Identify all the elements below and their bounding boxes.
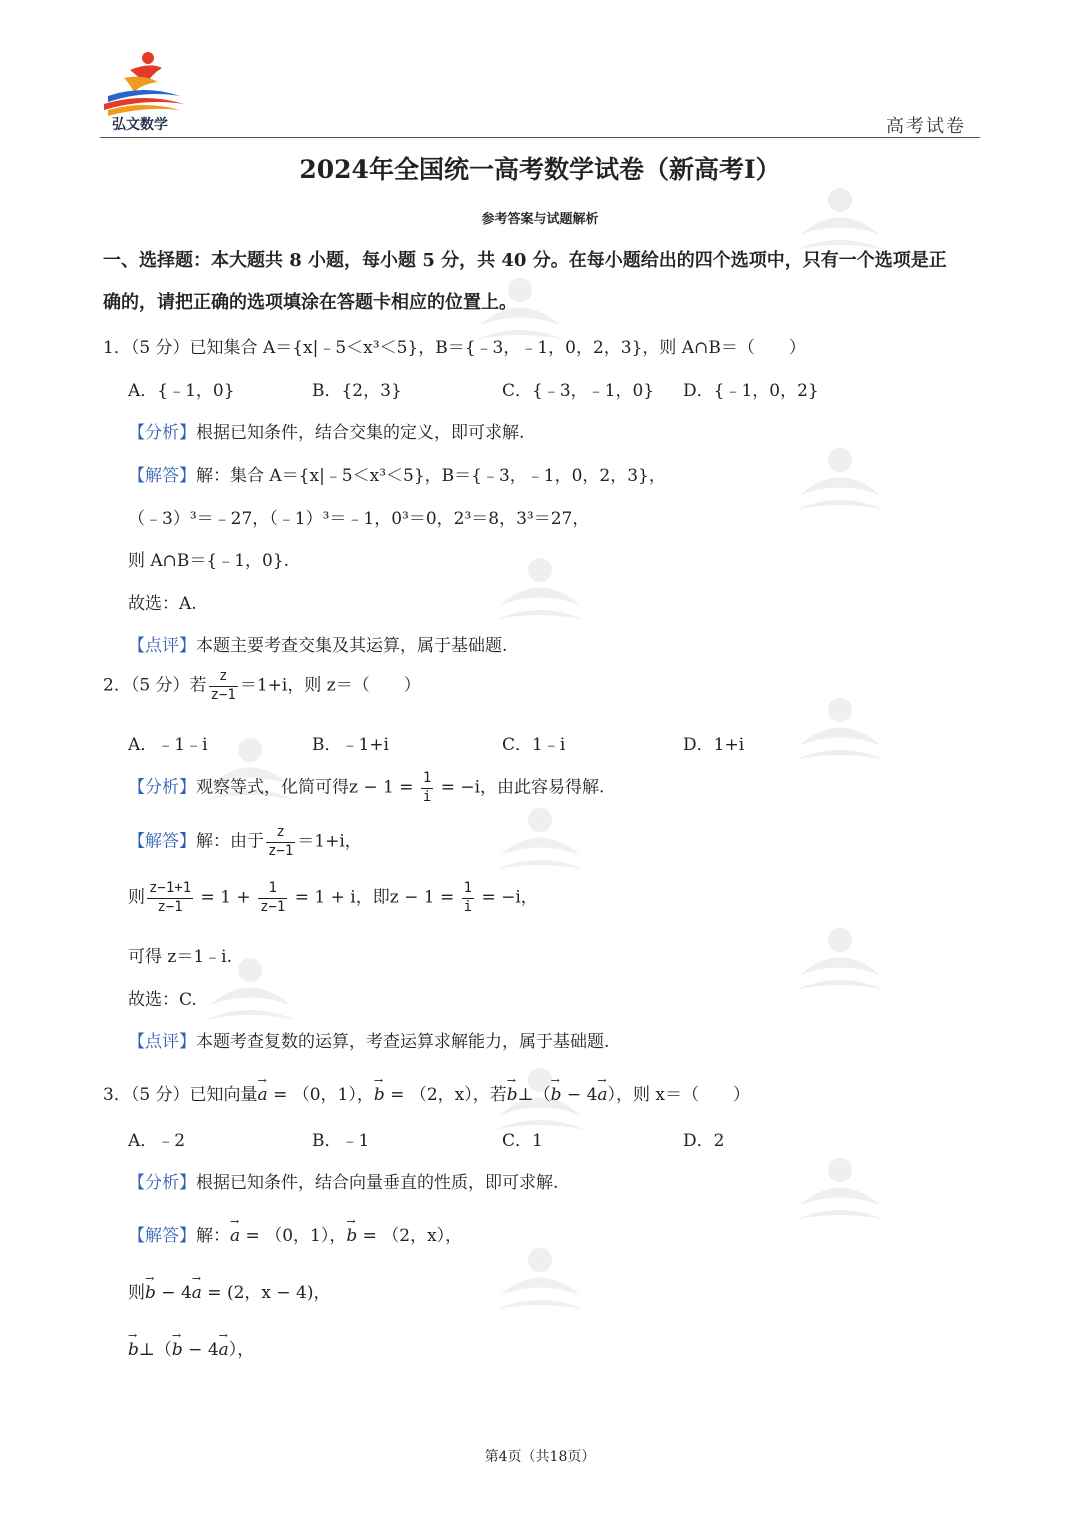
q3-solution bbox=[128, 1221, 462, 1246]
q2-solution-line2 bbox=[128, 880, 538, 916]
doc-type-label: 高考试卷 bbox=[886, 116, 966, 137]
q1-analysis-text: 根据已知条件，结合交集的定义，即可求解. bbox=[196, 423, 525, 443]
brand-logo-icon bbox=[100, 48, 190, 118]
q2-l2-f1-num: z−1+1 bbox=[149, 880, 192, 896]
q3-l3-mid2: − 4 bbox=[182, 1340, 219, 1360]
q2-analysis-tag: 【分析】 bbox=[128, 777, 196, 798]
page-footer: 第4页（共18页） bbox=[484, 1449, 596, 1465]
q3-solution-post: = （2，x）， bbox=[357, 1226, 463, 1246]
q2-l2-f1-den: z−1 bbox=[147, 898, 193, 917]
q2-l2-mid2: = 1 + i，即z − 1 = bbox=[289, 887, 460, 908]
section-heading-line1: 一、选择题：本大题共 8 小题，每小题 5 分，共 40 分。在每小题给出的四个选项中，只有一个选项是正 bbox=[103, 250, 947, 271]
section-heading-line2: 确的，请把正确的选项填涂在答题卡相应的位置上。 bbox=[103, 292, 517, 313]
q2-analysis-frac-den: i bbox=[422, 788, 432, 805]
q3-sol-vec-b: → b bbox=[346, 1226, 357, 1246]
q3-stem-mid1: = （0，1）， bbox=[267, 1085, 374, 1105]
q2-solution-frac-den: z−1 bbox=[268, 842, 294, 859]
q2-stem bbox=[103, 668, 421, 704]
q3-l2-vec-b: → b bbox=[145, 1283, 156, 1303]
q3-option-c: C．1 bbox=[502, 1131, 543, 1151]
q3-l2-post: = (2，x − 4)， bbox=[201, 1283, 331, 1303]
q3-option-d: D．2 bbox=[683, 1131, 725, 1151]
q2-option-d: D．1+i bbox=[683, 735, 745, 755]
q2-frac-num: z bbox=[218, 668, 228, 684]
q2-l2-fraction-1 bbox=[147, 880, 193, 916]
q2-stem-fraction bbox=[209, 668, 238, 704]
q2-analysis bbox=[128, 770, 604, 806]
brand-name: 弘文数学 bbox=[112, 117, 168, 133]
q3-l2-mid: − 4 bbox=[155, 1283, 192, 1303]
q2-option-b: B．﹣1+i bbox=[312, 735, 389, 755]
q3-analysis bbox=[128, 1168, 558, 1193]
q2-l2-f2-num: 1 bbox=[268, 880, 277, 896]
q2-comment bbox=[128, 1027, 609, 1052]
q1-option-d: D．{﹣1，0，2} bbox=[683, 381, 819, 401]
q2-analysis-post: = −i，由此容易得解. bbox=[435, 777, 605, 798]
q2-option-c: C．1﹣i bbox=[502, 735, 566, 755]
q2-l2-pre: 则 bbox=[128, 887, 145, 908]
q1-solution-line3: 则 A∩B＝{﹣1，0}. bbox=[128, 551, 290, 571]
q2-analysis-fraction bbox=[421, 770, 433, 806]
page-subtitle: 参考答案与试题解析 bbox=[481, 212, 599, 227]
q3-l3-vec-b-2: → b bbox=[172, 1340, 183, 1360]
q1-comment-tag: 【点评】 bbox=[128, 636, 196, 656]
q2-l2-fraction-2 bbox=[258, 880, 287, 916]
q2-analysis-frac-num: 1 bbox=[422, 770, 432, 786]
q2-l2-mid: = 1 + bbox=[195, 887, 257, 908]
q3-solution-line3 bbox=[128, 1335, 254, 1360]
q2-solution bbox=[128, 824, 362, 860]
q2-solution-frac-num: z bbox=[276, 824, 285, 840]
q2-option-a: A．﹣1﹣i bbox=[128, 735, 208, 755]
q3-vec-b: → b bbox=[374, 1085, 385, 1105]
q3-stem-post: ），则 x＝（ ） bbox=[607, 1085, 751, 1105]
q3-l3-vec-b: → b bbox=[128, 1340, 139, 1360]
q2-solution-fraction bbox=[266, 824, 295, 860]
q3-stem-mid4: − 4 bbox=[561, 1085, 598, 1105]
q2-l2-f2-den: z−1 bbox=[260, 898, 286, 915]
q3-analysis-text: 根据已知条件，结合向量垂直的性质，即可求解. bbox=[196, 1173, 559, 1193]
q3-l3-post: ）， bbox=[228, 1340, 255, 1360]
q2-stem-pre: 2．（5 分）若 bbox=[103, 675, 207, 696]
q2-solution-pre: 解：由于 bbox=[196, 831, 264, 852]
q2-solution-tag: 【解答】 bbox=[128, 831, 196, 852]
q3-stem-mid2: = （2，x），若 bbox=[384, 1085, 507, 1105]
q3-vec-a: → a bbox=[258, 1085, 268, 1105]
q1-solution-line2: （﹣3）³＝﹣27，（﹣1）³＝﹣1，0³＝0，2³＝8，3³＝27， bbox=[128, 509, 590, 529]
q3-vec-a-2: → a bbox=[597, 1085, 607, 1105]
q1-analysis-tag: 【分析】 bbox=[128, 423, 196, 443]
q1-option-a: A．{﹣1，0} bbox=[128, 381, 235, 401]
q3-solution-line2 bbox=[128, 1278, 331, 1303]
q2-stem-post: ＝1+i，则 z＝（ ） bbox=[239, 675, 421, 696]
q2-l2-fraction-3 bbox=[462, 880, 474, 916]
q2-comment-tag: 【点评】 bbox=[128, 1032, 196, 1052]
q2-comment-text: 本题考查复数的运算，考查运算求解能力，属于基础题. bbox=[196, 1032, 610, 1052]
header-divider bbox=[100, 137, 980, 138]
q3-l2-pre: 则 bbox=[128, 1283, 145, 1303]
q3-l3-mid: ⊥（ bbox=[138, 1340, 172, 1360]
q3-stem bbox=[103, 1080, 750, 1105]
q1-solution-tag: 【解答】 bbox=[128, 466, 196, 486]
q3-stem-pre: 3．（5 分）已知向量 bbox=[103, 1085, 258, 1105]
q3-vec-b-2: → b bbox=[507, 1085, 518, 1105]
q1-comment-text: 本题主要考查交集及其运算，属于基础题. bbox=[196, 636, 508, 656]
q1-option-c: C．{﹣3，﹣1，0} bbox=[502, 381, 655, 401]
q2-l2-post: = −i， bbox=[476, 887, 538, 908]
q1-option-b: B．{2，3} bbox=[312, 381, 402, 401]
q2-l2-f3-num: 1 bbox=[463, 880, 473, 896]
q3-solution-tag: 【解答】 bbox=[128, 1226, 196, 1246]
q3-vec-b-3: → b bbox=[551, 1085, 562, 1105]
q1-comment bbox=[128, 631, 507, 656]
q1-solution bbox=[128, 461, 666, 486]
q3-option-a: A．﹣2 bbox=[128, 1131, 186, 1151]
page-title: 2024年全国统一高考数学试卷（新高考Ⅰ） bbox=[299, 155, 781, 184]
q2-solution-line4: 故选：C. bbox=[128, 990, 197, 1010]
q2-solution-line3: 可得 z＝1﹣i. bbox=[128, 947, 233, 967]
q3-l3-vec-a: → a bbox=[219, 1340, 229, 1360]
q3-l2-vec-a: → a bbox=[192, 1283, 202, 1303]
q1-solution-line4: 故选：A. bbox=[128, 594, 197, 614]
q1-analysis bbox=[128, 418, 524, 443]
q2-solution-post: ＝1+i， bbox=[297, 831, 362, 852]
q3-sol-vec-a: → a bbox=[230, 1226, 240, 1246]
q3-solution-mid1: = （0，1）， bbox=[240, 1226, 347, 1246]
q2-analysis-pre: 观察等式，化简可得z − 1 = bbox=[196, 777, 419, 798]
q3-analysis-tag: 【分析】 bbox=[128, 1173, 196, 1193]
q2-l2-f3-den: i bbox=[463, 898, 473, 915]
q3-solution-pre: 解： bbox=[196, 1226, 230, 1246]
q1-solution-text: 解：集合 A＝{x|﹣5＜x³＜5}，B＝{﹣3，﹣1，0，2，3}， bbox=[196, 466, 666, 486]
q1-stem: 1．（5 分）已知集合 A＝{x|﹣5＜x³＜5}，B＝{﹣3，﹣1，0，2，3}，则 A∩B＝（ ） bbox=[103, 338, 806, 358]
q3-stem-mid3: ⊥（ bbox=[517, 1085, 551, 1105]
q2-frac-den: z−1 bbox=[210, 686, 236, 703]
q3-option-b: B．﹣1 bbox=[312, 1131, 370, 1151]
